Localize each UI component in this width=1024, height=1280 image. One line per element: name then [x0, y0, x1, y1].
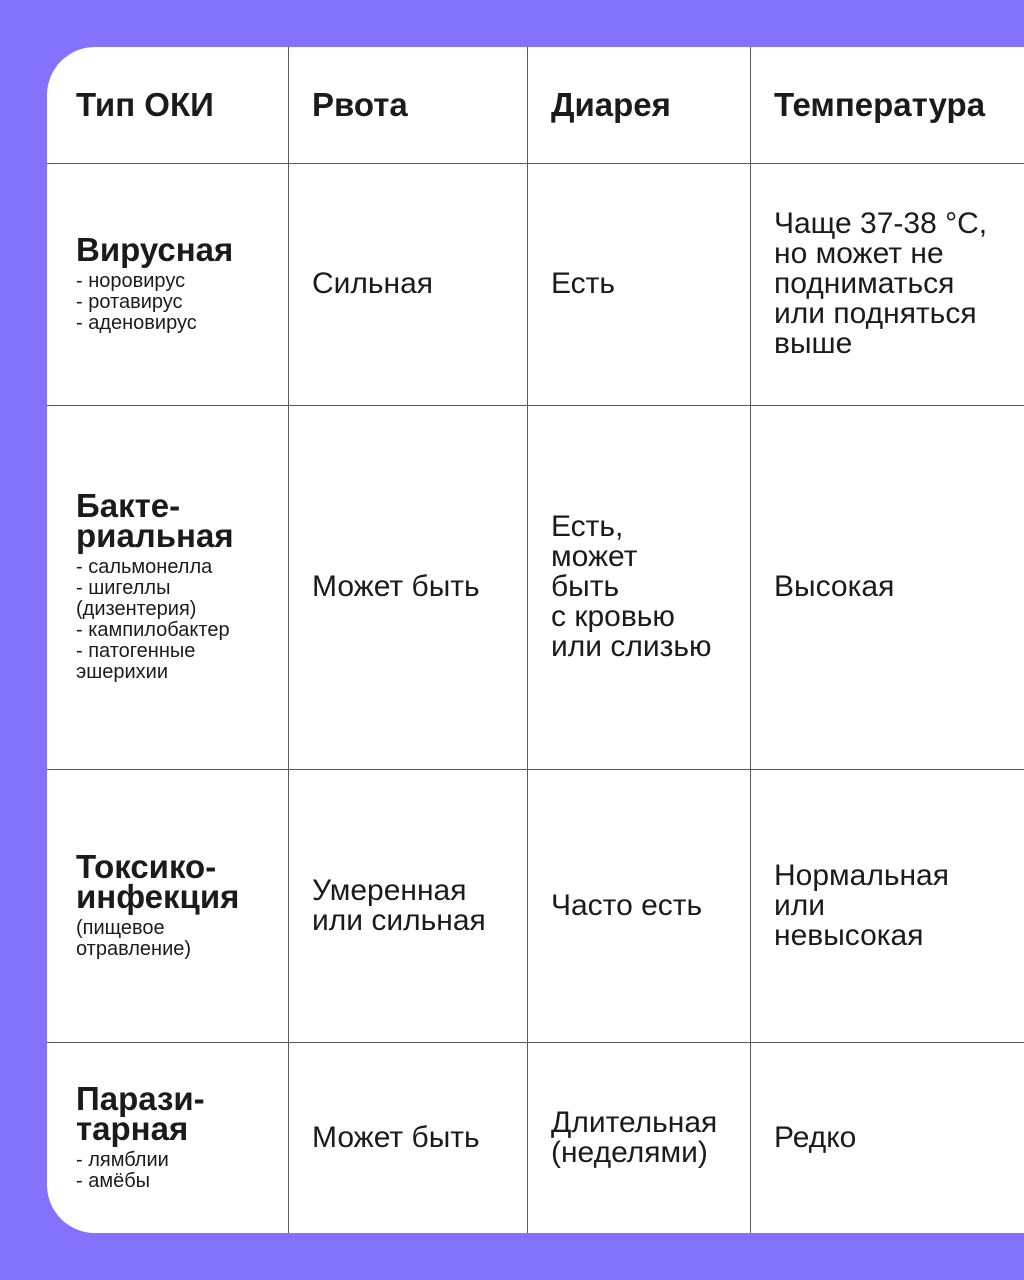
type-examples: (пищевое отравление) [76, 916, 192, 960]
vomiting-value: Может быть [312, 1120, 480, 1154]
vomiting-value: Сильная [312, 267, 434, 300]
diarrhea-value: Часто есть [551, 888, 703, 922]
symptom-table [47, 47, 1024, 1233]
column-divider [527, 47, 528, 1233]
vomiting-value: Умеренная или сильная [312, 873, 486, 937]
table-row-parasitic-type [76, 1042, 281, 1233]
table-row-bacterial-type [76, 405, 281, 769]
table-row-toxic-type [76, 769, 281, 1042]
column-divider [288, 47, 289, 1233]
type-examples: - лямблии - амёбы [76, 1148, 169, 1192]
temperature-value: Редко [774, 1120, 857, 1154]
diarrhea-value: Есть [551, 267, 616, 300]
temperature-value: Чаще 37-38 °С, но может не подниматься или подняться выше [774, 207, 988, 360]
type-name: Бакте- риальная [76, 487, 234, 554]
vomiting-value: Может быть [312, 570, 480, 603]
diarrhea-value: Есть, может быть с кровью или слизью [551, 510, 712, 663]
type-name: Парази- тарная [76, 1079, 205, 1147]
temperature-value: Нормальная или невысокая [774, 858, 949, 952]
type-name: Вирусная [76, 230, 234, 268]
temperature-value: Высокая [774, 570, 895, 603]
header-temperature: Температура [774, 86, 986, 123]
diarrhea-value: Длительная (неделями) [551, 1105, 718, 1169]
table-row-viral-type [76, 163, 281, 405]
type-name: Токсико- инфекция [76, 847, 240, 915]
header-type: Тип ОКИ [76, 86, 214, 123]
type-examples: - сальмонелла - шигеллы (дизентерия) - кампилобактер - патогенные эшерихии [76, 556, 230, 683]
column-divider [750, 47, 751, 1233]
header-vomiting: Рвота [312, 86, 408, 123]
header-diarrhea: Диарея [551, 86, 671, 123]
type-examples: - норовирус - ротавирус - аденовирус [76, 269, 197, 334]
